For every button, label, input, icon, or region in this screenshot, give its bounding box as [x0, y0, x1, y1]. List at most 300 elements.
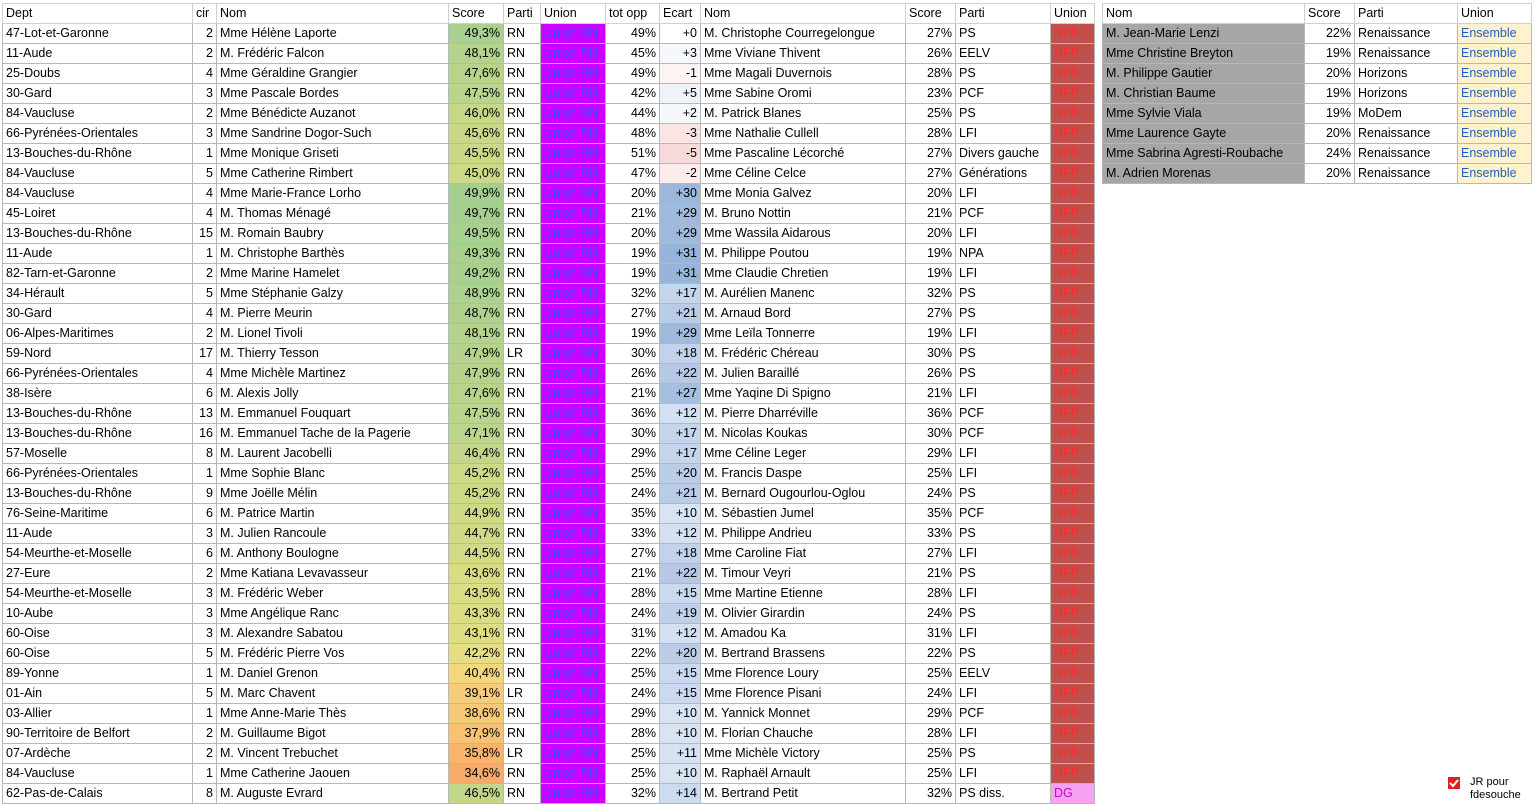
opp-nom-cell: Mme Florence Loury [701, 664, 906, 684]
table-row [3, 684, 701, 704]
col-cir-header: cir [193, 4, 217, 24]
nom-cell: Mme Pascale Bordes [217, 84, 449, 104]
table-row [701, 444, 1095, 464]
table-row [3, 464, 701, 484]
third-score-cell: 20% [1305, 124, 1355, 144]
totopp-cell: 42% [606, 84, 660, 104]
union-cell: Union RN [541, 744, 606, 764]
table-row [3, 184, 701, 204]
score-cell: 49,3% [449, 24, 504, 44]
dept-cell: 82-Tarn-et-Garonne [3, 264, 193, 284]
opp-parti-cell: LFI [956, 724, 1051, 744]
opp-union-cell: NFP [1051, 364, 1095, 384]
third-parti-cell: Horizons [1355, 84, 1458, 104]
ecart-cell: +0 [660, 24, 701, 44]
table-row [701, 544, 1095, 564]
cir-cell: 3 [193, 84, 217, 104]
opp-score-cell: 19% [906, 264, 956, 284]
third-parti-cell: Renaissance [1355, 124, 1458, 144]
table-row [701, 324, 1095, 344]
nom-cell: M. Frédéric Weber [217, 584, 449, 604]
opp-union-cell: NFP [1051, 564, 1095, 584]
opp-col-score-header: Score [906, 4, 956, 24]
table-row [3, 724, 701, 744]
opp-score-cell: 28% [906, 64, 956, 84]
third-col-parti-header: Parti [1355, 4, 1458, 24]
dept-cell: 84-Vaucluse [3, 104, 193, 124]
union-cell: Union RN [541, 364, 606, 384]
union-cell: Union RN [541, 64, 606, 84]
ecart-cell: +21 [660, 484, 701, 504]
opp-nom-cell: Mme Claudie Chretien [701, 264, 906, 284]
dept-cell: 54-Meurthe-et-Moselle [3, 584, 193, 604]
opp-score-cell: 25% [906, 744, 956, 764]
parti-cell: LR [504, 684, 541, 704]
union-cell: Union RN [541, 684, 606, 704]
table-row [1103, 164, 1532, 184]
opp-parti-cell: PS [956, 644, 1051, 664]
third-parti-cell: Horizons [1355, 64, 1458, 84]
table-row [701, 704, 1095, 724]
score-cell: 39,1% [449, 684, 504, 704]
nom-cell: M. Frédéric Pierre Vos [217, 644, 449, 664]
opp-nom-cell: M. Philippe Poutou [701, 244, 906, 264]
ecart-cell: +10 [660, 504, 701, 524]
opp-score-cell: 23% [906, 84, 956, 104]
parti-cell: RN [504, 64, 541, 84]
opp-score-cell: 24% [906, 604, 956, 624]
cir-cell: 3 [193, 524, 217, 544]
union-cell: Union RN [541, 504, 606, 524]
parti-cell: RN [504, 784, 541, 804]
table-row [3, 624, 701, 644]
opp-nom-cell: Mme Céline Leger [701, 444, 906, 464]
third-candidate-table [1102, 3, 1532, 184]
opp-nom-cell: Mme Caroline Fiat [701, 544, 906, 564]
union-cell: Union RN [541, 624, 606, 644]
dept-cell: 25-Doubs [3, 64, 193, 84]
totopp-cell: 51% [606, 144, 660, 164]
dept-cell: 13-Bouches-du-Rhône [3, 144, 193, 164]
totopp-cell: 28% [606, 724, 660, 744]
opp-score-cell: 26% [906, 44, 956, 64]
opponent-table [700, 3, 1095, 804]
parti-cell: RN [504, 604, 541, 624]
totopp-cell: 27% [606, 544, 660, 564]
opp-score-cell: 32% [906, 784, 956, 804]
opp-union-cell: NFP [1051, 244, 1095, 264]
cir-cell: 8 [193, 784, 217, 804]
opp-parti-cell: LFI [956, 444, 1051, 464]
opp-score-cell: 36% [906, 404, 956, 424]
parti-cell: RN [504, 464, 541, 484]
ecart-cell: +10 [660, 724, 701, 744]
table-row [3, 704, 701, 724]
score-cell: 49,7% [449, 204, 504, 224]
opp-parti-cell: LFI [956, 584, 1051, 604]
cir-cell: 9 [193, 484, 217, 504]
parti-cell: RN [504, 224, 541, 244]
opp-nom-cell: M. Raphaël Arnault [701, 764, 906, 784]
dept-cell: 57-Moselle [3, 444, 193, 464]
totopp-cell: 25% [606, 664, 660, 684]
dept-cell: 89-Yonne [3, 664, 193, 684]
score-cell: 45,2% [449, 464, 504, 484]
opp-score-cell: 27% [906, 304, 956, 324]
opp-parti-cell: EELV [956, 664, 1051, 684]
dept-cell: 30-Gard [3, 304, 193, 324]
parti-cell: RN [504, 284, 541, 304]
opp-parti-cell: LFI [956, 684, 1051, 704]
union-cell: Union RN [541, 664, 606, 684]
cir-cell: 2 [193, 24, 217, 44]
opp-parti-cell: LFI [956, 184, 1051, 204]
opp-score-cell: 26% [906, 364, 956, 384]
opp-score-cell: 30% [906, 424, 956, 444]
opp-union-cell: NFP [1051, 524, 1095, 544]
table-row [3, 164, 701, 184]
totopp-cell: 21% [606, 384, 660, 404]
opp-union-cell: NFP [1051, 344, 1095, 364]
table-row [3, 144, 701, 164]
cir-cell: 3 [193, 584, 217, 604]
totopp-cell: 35% [606, 504, 660, 524]
table-row [701, 244, 1095, 264]
opp-union-cell: NFP [1051, 424, 1095, 444]
totopp-cell: 24% [606, 604, 660, 624]
opp-score-cell: 28% [906, 124, 956, 144]
totopp-cell: 22% [606, 644, 660, 664]
opp-parti-cell: PCF [956, 424, 1051, 444]
opp-score-cell: 27% [906, 544, 956, 564]
opp-parti-cell: Divers gauche [956, 144, 1051, 164]
totopp-cell: 29% [606, 444, 660, 464]
ecart-cell: +29 [660, 224, 701, 244]
union-cell: Union RN [541, 524, 606, 544]
union-cell: Union RN [541, 184, 606, 204]
totopp-cell: 49% [606, 24, 660, 44]
nom-cell: M. Romain Baubry [217, 224, 449, 244]
opp-union-cell: NFP [1051, 444, 1095, 464]
dept-cell: 66-Pyrénées-Orientales [3, 464, 193, 484]
dept-cell: 13-Bouches-du-Rhône [3, 424, 193, 444]
cir-cell: 5 [193, 164, 217, 184]
nom-cell: M. Auguste Evrard [217, 784, 449, 804]
opp-nom-cell: Mme Nathalie Cullell [701, 124, 906, 144]
nom-cell: M. Alexis Jolly [217, 384, 449, 404]
opp-nom-cell: M. Olivier Girardin [701, 604, 906, 624]
score-cell: 49,9% [449, 184, 504, 204]
opp-union-cell: NFP [1051, 624, 1095, 644]
cir-cell: 3 [193, 124, 217, 144]
score-cell: 44,5% [449, 544, 504, 564]
opp-parti-cell: PS [956, 744, 1051, 764]
opp-union-cell: NFP [1051, 264, 1095, 284]
score-cell: 49,5% [449, 224, 504, 244]
table-row [701, 304, 1095, 324]
nom-cell: Mme Katiana Levavasseur [217, 564, 449, 584]
union-cell: Union RN [541, 424, 606, 444]
opp-union-cell: NFP [1051, 24, 1095, 44]
table-row [701, 664, 1095, 684]
opp-score-cell: 27% [906, 144, 956, 164]
opp-union-cell: DG [1051, 784, 1095, 804]
opp-union-cell: NFP [1051, 664, 1095, 684]
table-row [3, 564, 701, 584]
totopp-cell: 31% [606, 624, 660, 644]
opp-score-cell: 27% [906, 24, 956, 44]
union-cell: Union RN [541, 204, 606, 224]
opp-union-cell: NFP [1051, 104, 1095, 124]
opp-parti-cell: PS [956, 104, 1051, 124]
parti-cell: RN [504, 404, 541, 424]
totopp-cell: 25% [606, 764, 660, 784]
union-cell: Union RN [541, 304, 606, 324]
score-cell: 49,3% [449, 244, 504, 264]
opp-nom-cell: M. Patrick Blanes [701, 104, 906, 124]
opp-nom-cell: M. Frédéric Chéreau [701, 344, 906, 364]
opp-union-cell: NFP [1051, 684, 1095, 704]
table-row [3, 604, 701, 624]
opp-parti-cell: LFI [956, 624, 1051, 644]
union-cell: Union RN [541, 764, 606, 784]
opp-score-cell: 25% [906, 464, 956, 484]
cir-cell: 1 [193, 664, 217, 684]
table-row [701, 144, 1095, 164]
dept-cell: 84-Vaucluse [3, 764, 193, 784]
opp-parti-cell: Générations [956, 164, 1051, 184]
third-col-nom-header: Nom [1103, 4, 1305, 24]
score-cell: 38,6% [449, 704, 504, 724]
third-parti-cell: Renaissance [1355, 164, 1458, 184]
table-row [3, 584, 701, 604]
nom-cell: Mme Monique Griseti [217, 144, 449, 164]
cir-cell: 2 [193, 44, 217, 64]
cir-cell: 8 [193, 444, 217, 464]
parti-cell: RN [504, 764, 541, 784]
opp-parti-cell: PS diss. [956, 784, 1051, 804]
table-row [3, 744, 701, 764]
dept-cell: 07-Ardèche [3, 744, 193, 764]
third-union-cell: Ensemble [1458, 44, 1532, 64]
totopp-cell: 21% [606, 564, 660, 584]
nom-cell: M. Alexandre Sabatou [217, 624, 449, 644]
ecart-cell: +17 [660, 284, 701, 304]
dept-cell: 47-Lot-et-Garonne [3, 24, 193, 44]
nom-cell: Mme Angélique Ranc [217, 604, 449, 624]
parti-cell: RN [504, 724, 541, 744]
opp-score-cell: 30% [906, 344, 956, 364]
opp-union-cell: NFP [1051, 724, 1095, 744]
union-cell: Union RN [541, 544, 606, 564]
nom-cell: Mme Marine Hamelet [217, 264, 449, 284]
opp-union-cell: NFP [1051, 164, 1095, 184]
union-cell: Union RN [541, 284, 606, 304]
table-row [701, 384, 1095, 404]
opp-score-cell: 20% [906, 224, 956, 244]
cir-cell: 2 [193, 724, 217, 744]
score-cell: 47,6% [449, 64, 504, 84]
opp-score-cell: 19% [906, 324, 956, 344]
ecart-cell: -3 [660, 124, 701, 144]
opp-score-cell: 25% [906, 764, 956, 784]
third-col-score-header: Score [1305, 4, 1355, 24]
cir-cell: 4 [193, 64, 217, 84]
nom-cell: Mme Anne-Marie Thès [217, 704, 449, 724]
opp-col-nom-header: Nom [701, 4, 906, 24]
opp-score-cell: 28% [906, 584, 956, 604]
table-row [701, 364, 1095, 384]
totopp-cell: 45% [606, 44, 660, 64]
opp-nom-cell: Mme Wassila Aidarous [701, 224, 906, 244]
opp-parti-cell: PCF [956, 504, 1051, 524]
opp-score-cell: 27% [906, 164, 956, 184]
union-cell: Union RN [541, 84, 606, 104]
opp-parti-cell: LFI [956, 324, 1051, 344]
ecart-cell: -1 [660, 64, 701, 84]
table-row [701, 204, 1095, 224]
third-parti-cell: Renaissance [1355, 24, 1458, 44]
nom-cell: M. Emmanuel Fouquart [217, 404, 449, 424]
score-cell: 45,0% [449, 164, 504, 184]
ecart-cell: +3 [660, 44, 701, 64]
table-row [701, 764, 1095, 784]
third-score-cell: 22% [1305, 24, 1355, 44]
third-union-cell: Ensemble [1458, 84, 1532, 104]
cir-cell: 2 [193, 264, 217, 284]
nom-cell: M. Marc Chavent [217, 684, 449, 704]
nom-cell: M. Anthony Boulogne [217, 544, 449, 564]
score-cell: 44,9% [449, 504, 504, 524]
third-header-row [1103, 4, 1532, 24]
third-score-cell: 20% [1305, 164, 1355, 184]
opp-union-cell: NFP [1051, 144, 1095, 164]
nom-cell: Mme Géraldine Grangier [217, 64, 449, 84]
totopp-cell: 30% [606, 424, 660, 444]
opp-parti-cell: PS [956, 24, 1051, 44]
table-row [3, 424, 701, 444]
score-cell: 46,5% [449, 784, 504, 804]
score-cell: 48,1% [449, 44, 504, 64]
union-cell: Union RN [541, 564, 606, 584]
cir-cell: 2 [193, 744, 217, 764]
opp-union-cell: NFP [1051, 484, 1095, 504]
cir-cell: 5 [193, 644, 217, 664]
table-row [1103, 44, 1532, 64]
opp-score-cell: 21% [906, 564, 956, 584]
totopp-cell: 21% [606, 204, 660, 224]
cir-cell: 5 [193, 284, 217, 304]
nom-cell: M. Vincent Trebuchet [217, 744, 449, 764]
table-row [701, 484, 1095, 504]
totopp-cell: 20% [606, 224, 660, 244]
opp-union-cell: NFP [1051, 224, 1095, 244]
parti-cell: RN [504, 544, 541, 564]
ecart-cell: +17 [660, 444, 701, 464]
cir-cell: 13 [193, 404, 217, 424]
third-union-cell: Ensemble [1458, 64, 1532, 84]
score-cell: 44,7% [449, 524, 504, 544]
union-cell: Union RN [541, 604, 606, 624]
opp-col-parti-header: Parti [956, 4, 1051, 24]
union-cell: Union RN [541, 24, 606, 44]
score-cell: 47,9% [449, 344, 504, 364]
totopp-cell: 30% [606, 344, 660, 364]
union-cell: Union RN [541, 264, 606, 284]
table-row [701, 564, 1095, 584]
table-row [701, 524, 1095, 544]
cir-cell: 2 [193, 564, 217, 584]
table-row [701, 604, 1095, 624]
dept-cell: 84-Vaucluse [3, 164, 193, 184]
nom-cell: M. Daniel Grenon [217, 664, 449, 684]
ecart-cell: +18 [660, 544, 701, 564]
cir-cell: 15 [193, 224, 217, 244]
table-row [701, 584, 1095, 604]
table-row [701, 784, 1095, 804]
third-nom-cell: Mme Sylvie Viala [1103, 104, 1305, 124]
opp-score-cell: 19% [906, 244, 956, 264]
dept-cell: 11-Aude [3, 44, 193, 64]
cir-cell: 6 [193, 544, 217, 564]
opp-parti-cell: LFI [956, 224, 1051, 244]
opp-parti-cell: PS [956, 344, 1051, 364]
table-row [701, 264, 1095, 284]
table-row [3, 344, 701, 364]
opp-nom-cell: M. Florian Chauche [701, 724, 906, 744]
col-nom-header: Nom [217, 4, 449, 24]
cir-cell: 4 [193, 304, 217, 324]
opp-union-cell: NFP [1051, 644, 1095, 664]
table-row [3, 504, 701, 524]
parti-cell: RN [504, 624, 541, 644]
opp-parti-cell: PCF [956, 404, 1051, 424]
ecart-cell: +21 [660, 304, 701, 324]
opp-union-cell: NFP [1051, 604, 1095, 624]
opp-union-cell: NFP [1051, 324, 1095, 344]
opp-union-cell: NFP [1051, 204, 1095, 224]
nom-cell: Mme Marie-France Lorho [217, 184, 449, 204]
cir-cell: 4 [193, 204, 217, 224]
union-cell: Union RN [541, 464, 606, 484]
score-cell: 46,4% [449, 444, 504, 464]
table-row [701, 404, 1095, 424]
cir-cell: 16 [193, 424, 217, 444]
totopp-cell: 27% [606, 304, 660, 324]
score-cell: 47,9% [449, 364, 504, 384]
opp-union-cell: NFP [1051, 304, 1095, 324]
totopp-cell: 25% [606, 744, 660, 764]
totopp-cell: 32% [606, 284, 660, 304]
opp-nom-cell: Mme Florence Pisani [701, 684, 906, 704]
table-row [701, 104, 1095, 124]
ecart-cell: +14 [660, 784, 701, 804]
score-cell: 37,9% [449, 724, 504, 744]
union-cell: Union RN [541, 344, 606, 364]
nom-cell: Mme Sandrine Dogor-Such [217, 124, 449, 144]
score-cell: 45,6% [449, 124, 504, 144]
totopp-cell: 32% [606, 784, 660, 804]
opp-parti-cell: PS [956, 364, 1051, 384]
opp-score-cell: 21% [906, 204, 956, 224]
ecart-cell: +15 [660, 664, 701, 684]
opp-nom-cell: M. Bertrand Petit [701, 784, 906, 804]
table-row [3, 224, 701, 244]
table-row [3, 324, 701, 344]
opp-score-cell: 31% [906, 624, 956, 644]
score-cell: 48,7% [449, 304, 504, 324]
nom-cell: Mme Joëlle Mélin [217, 484, 449, 504]
